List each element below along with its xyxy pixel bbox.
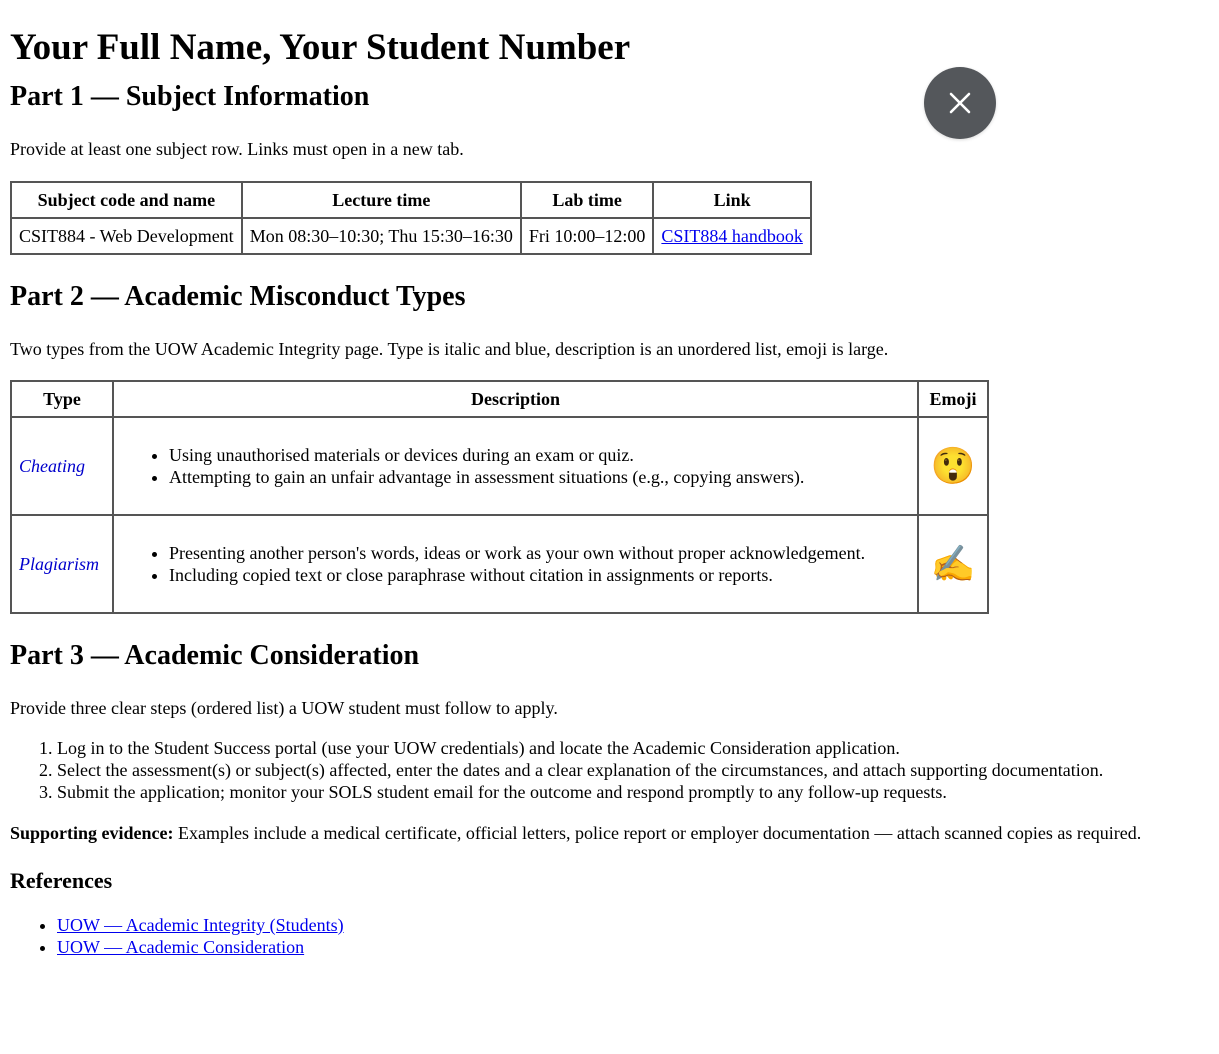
reference-link-academic-integrity[interactable]: UOW — Academic Integrity (Students) bbox=[57, 915, 344, 935]
supporting-evidence-label: Supporting evidence: bbox=[10, 823, 174, 843]
column-header-description: Description bbox=[113, 381, 918, 417]
reference-link-academic-consideration[interactable]: UOW — Academic Consideration bbox=[57, 937, 305, 957]
column-header-subject: Subject code and name bbox=[11, 182, 242, 218]
list-item: 3. Submit the application; monitor your SOLS student email for the outcome and respond promptly to any follow-up requests. bbox=[57, 781, 1209, 803]
part1-heading: Part 1 — Subject Information bbox=[10, 81, 370, 112]
misconduct-table bbox=[10, 380, 989, 614]
subject-cell: CSIT884 - Web Development bbox=[11, 218, 242, 254]
table-row bbox=[11, 515, 988, 613]
references-heading: References bbox=[10, 868, 113, 893]
handbook-link[interactable]: CSIT884 handbook bbox=[661, 226, 803, 246]
list-item: • Including copied text or close paraphrase without citation in assignments or reports. bbox=[169, 564, 910, 586]
column-header-emoji: Emoji bbox=[918, 381, 988, 417]
column-header-lab-time: Lab time bbox=[521, 182, 654, 218]
misconduct-table-header-row bbox=[11, 381, 988, 417]
supporting-evidence bbox=[10, 822, 1209, 844]
list-item bbox=[57, 936, 1209, 958]
link-cell bbox=[653, 218, 811, 254]
description-cell bbox=[113, 515, 918, 613]
table-row bbox=[11, 218, 811, 254]
subject-table bbox=[10, 181, 812, 255]
application-steps-list bbox=[10, 737, 1209, 803]
list-item: 1. Log in to the Student Success portal (use your UOW credentials) and locate the Academic Consideration application. bbox=[57, 737, 1209, 759]
lab-time-cell: Fri 10:00–12:00 bbox=[521, 218, 654, 254]
astonished-face-icon: 😲 bbox=[918, 417, 988, 515]
part3-instruction: Provide three clear steps (ordered list) a UOW student must follow to apply. bbox=[10, 698, 558, 718]
list-item: • Presenting another person's words, ideas or work as your own without proper acknowledgement. bbox=[169, 542, 910, 564]
column-header-link: Link bbox=[653, 182, 811, 218]
subject-table-header-row bbox=[11, 182, 811, 218]
table-row bbox=[11, 417, 988, 515]
lecture-time-cell: Mon 08:30–10:30; Thu 15:30–16:30 bbox=[242, 218, 521, 254]
close-icon bbox=[949, 92, 971, 114]
list-item: • Using unauthorised materials or devices during an exam or quiz. bbox=[169, 444, 910, 466]
list-item bbox=[57, 914, 1209, 936]
description-list bbox=[121, 444, 910, 488]
type-cell-plagiarism: Plagiarism bbox=[11, 515, 113, 613]
list-item: 2. Select the assessment(s) or subject(s) affected, enter the dates and a clear explanation of the circumstances, and attach supporting documentation. bbox=[57, 759, 1209, 781]
column-header-lecture-time: Lecture time bbox=[242, 182, 521, 218]
column-header-type: Type bbox=[11, 381, 113, 417]
close-button[interactable] bbox=[924, 67, 996, 139]
part1-instruction: Provide at least one subject row. Links must open in a new tab. bbox=[10, 139, 464, 159]
list-item: • Attempting to gain an unfair advantage in assessment situations (e.g., copying answers). bbox=[169, 466, 910, 488]
description-cell bbox=[113, 417, 918, 515]
part2-instruction: Two types from the UOW Academic Integrity page. Type is italic and blue, description is an unordered list, emoji is large. bbox=[10, 339, 889, 359]
type-cell-cheating: Cheating bbox=[11, 417, 113, 515]
references-list bbox=[10, 914, 1209, 958]
supporting-evidence-text: Examples include a medical certificate, official letters, police report or employer documentation — attach scanned copies as required. bbox=[173, 823, 1142, 843]
description-list bbox=[121, 542, 910, 586]
writing-hand-icon: ✍️ bbox=[918, 515, 988, 613]
part2-heading: Part 2 — Academic Misconduct Types bbox=[10, 281, 466, 312]
page-title: Your Full Name, Your Student Number bbox=[10, 27, 631, 68]
part3-heading: Part 3 — Academic Consideration bbox=[10, 640, 420, 671]
